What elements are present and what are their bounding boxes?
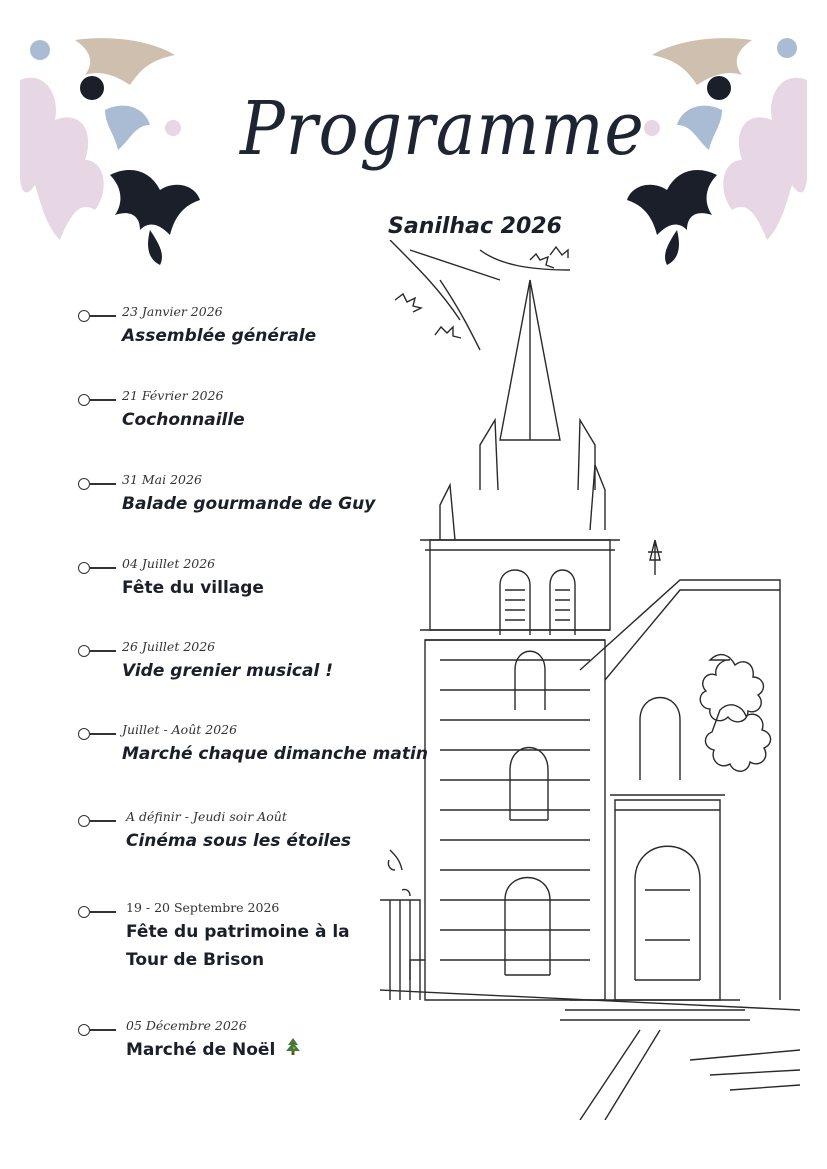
event-name: Fête du patrimoine à la	[126, 922, 350, 942]
bullet-circle-icon	[78, 310, 90, 322]
event-name: Balade gourmande de Guy	[122, 494, 376, 514]
event-date: 19 - 20 Septembre 2026	[126, 900, 280, 915]
bullet-circle-icon	[78, 728, 90, 740]
event-date: 05 Décembre 2026	[126, 1018, 247, 1033]
page-title: Programme	[240, 86, 645, 172]
bullet-circle-icon	[78, 1024, 90, 1036]
event-name: Cochonnaille	[122, 410, 245, 430]
event-date: 21 Février 2026	[122, 388, 224, 403]
decorative-leaves-left	[0, 0, 220, 270]
event-name-wrapper	[126, 1036, 301, 1064]
event-date: 23 Janvier 2026	[122, 304, 223, 319]
page-subtitle: Sanilhac 2026	[388, 214, 562, 239]
event-name: Marché de Noël	[126, 1040, 276, 1060]
event-name: Fête du village	[122, 578, 264, 598]
bullet-circle-icon	[78, 394, 90, 406]
christmas-tree-icon	[285, 1037, 301, 1057]
event-date: 31 Mai 2026	[122, 472, 202, 487]
church-illustration	[380, 240, 820, 1120]
bullet-circle-icon	[78, 645, 90, 657]
bullet-circle-icon	[78, 478, 90, 490]
bullet-circle-icon	[78, 906, 90, 918]
event-name: Cinéma sous les étoiles	[126, 831, 352, 851]
event-date: Juillet - Août 2026	[122, 722, 238, 737]
event-name: Assemblée générale	[122, 326, 317, 346]
event-date: A définir - Jeudi soir Août	[126, 809, 287, 824]
event-date: 04 Juillet 2026	[122, 556, 216, 571]
bullet-circle-icon	[78, 815, 90, 827]
bullet-circle-icon	[78, 562, 90, 574]
event-name: Vide grenier musical !	[122, 661, 333, 681]
event-date: 26 Juillet 2026	[122, 639, 216, 654]
event-name-line2: Tour de Brison	[126, 950, 265, 970]
event-name: Marché chaque dimanche matin	[122, 744, 428, 764]
